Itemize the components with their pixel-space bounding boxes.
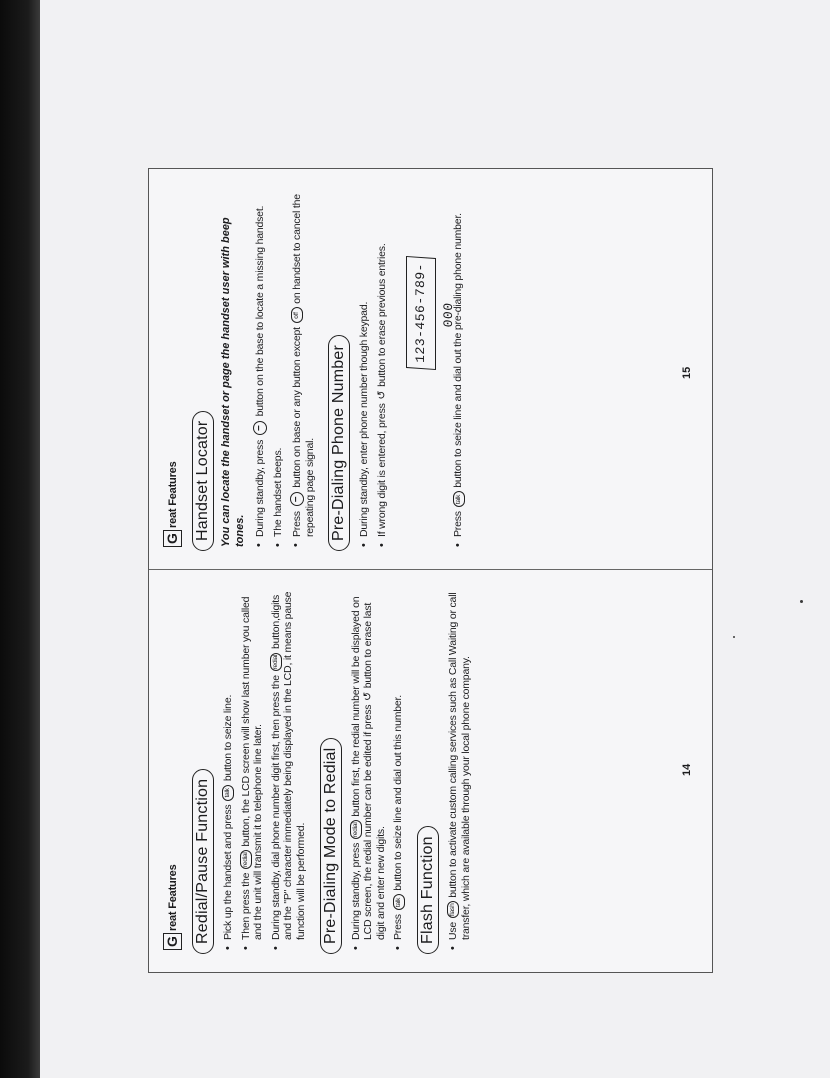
list-item: • During standby, press − button on the base to locate a missing handset. xyxy=(253,185,267,547)
section-title: Pre-Dialing Phone Number xyxy=(328,335,350,551)
talk-button-icon: talk xyxy=(393,894,405,910)
redial-button-icon: redial xyxy=(350,820,362,839)
page-button-icon: − xyxy=(290,492,304,506)
list-item: • During standby, enter phone number though keypad. xyxy=(358,185,371,547)
erase-arrow-icon: ↺ xyxy=(375,390,388,400)
header-initial: G xyxy=(163,530,182,547)
section-title: Redial/Pause Function xyxy=(192,769,214,954)
flash-section xyxy=(413,588,472,950)
erase-arrow-icon: ↺ xyxy=(362,691,375,701)
list-item: • During standby, dial phone number digit first, then press the redial button,digits and the "P" character immediately being displayed in the LCD, it means pause function will be performed. xyxy=(270,588,308,950)
predial-phone-section xyxy=(324,185,465,547)
list-item: • If wrong digit is entered, press ↺ button to erase previous entries. xyxy=(376,185,389,547)
list-item: • During standby, press redial button first, the redial number will be displayed on LCD screen, the redial number can be edited if press ↺ button to erase last digit and enter new digits. xyxy=(350,588,388,950)
section-title: Flash Function xyxy=(417,826,439,954)
scan-speck xyxy=(800,600,803,603)
header-initial: G xyxy=(163,933,182,950)
flash-button-icon: flash xyxy=(447,901,459,918)
booklet-frame xyxy=(148,168,713,973)
section-title: Pre-Dialing Mode to Redial xyxy=(320,738,342,954)
page-header xyxy=(163,588,182,950)
scan-speck xyxy=(733,636,735,638)
talk-button-icon: talk xyxy=(453,491,465,507)
list-item: • Press − button on base or any button except off on handset to cancel the repeating page signal. xyxy=(290,185,317,547)
header-text: reat Features xyxy=(166,864,179,931)
page-number: 14 xyxy=(681,763,693,776)
list-item: • Press talk button to seize line and dial out this number. xyxy=(392,588,405,950)
list-item: • Then press the redial button, the LCD screen will show last number you called and the unit will transmit it to telephone line later. xyxy=(240,588,265,950)
list-item: • The handset beeps. xyxy=(272,185,285,547)
redial-button-icon: redial xyxy=(270,653,282,672)
page-number: 15 xyxy=(681,366,693,379)
rotated-booklet-spread xyxy=(148,168,713,973)
list-item: • Press talk button to seize line and dial out the pre-dialing phone number. xyxy=(452,185,465,547)
lcd-display: 123-456-789-000 xyxy=(406,256,436,370)
header-text: reat Features xyxy=(166,461,179,528)
redial-button-icon: redial xyxy=(240,850,252,869)
handset-locator-section xyxy=(188,185,316,547)
page-header xyxy=(163,185,182,547)
section-intro: You can locate the handset or page the handset user with beep tones. xyxy=(220,217,246,547)
redial-pause-section xyxy=(188,588,308,950)
predial-redial-section xyxy=(316,588,405,950)
section-title: Handset Locator xyxy=(192,411,214,551)
list-item: • Use flash button to activate custom calling services such as Call Waiting or call transfer, which are available through your local phone company. xyxy=(447,588,472,950)
off-button-icon: off xyxy=(291,307,303,323)
page-14 xyxy=(149,570,712,972)
page-button-icon: − xyxy=(253,421,267,435)
talk-button-icon: talk xyxy=(222,785,234,801)
page-15 xyxy=(149,167,712,569)
list-item: • Pick up the handset and press talk button to seize line. xyxy=(222,588,235,950)
scan-dark-edge xyxy=(0,0,40,1078)
